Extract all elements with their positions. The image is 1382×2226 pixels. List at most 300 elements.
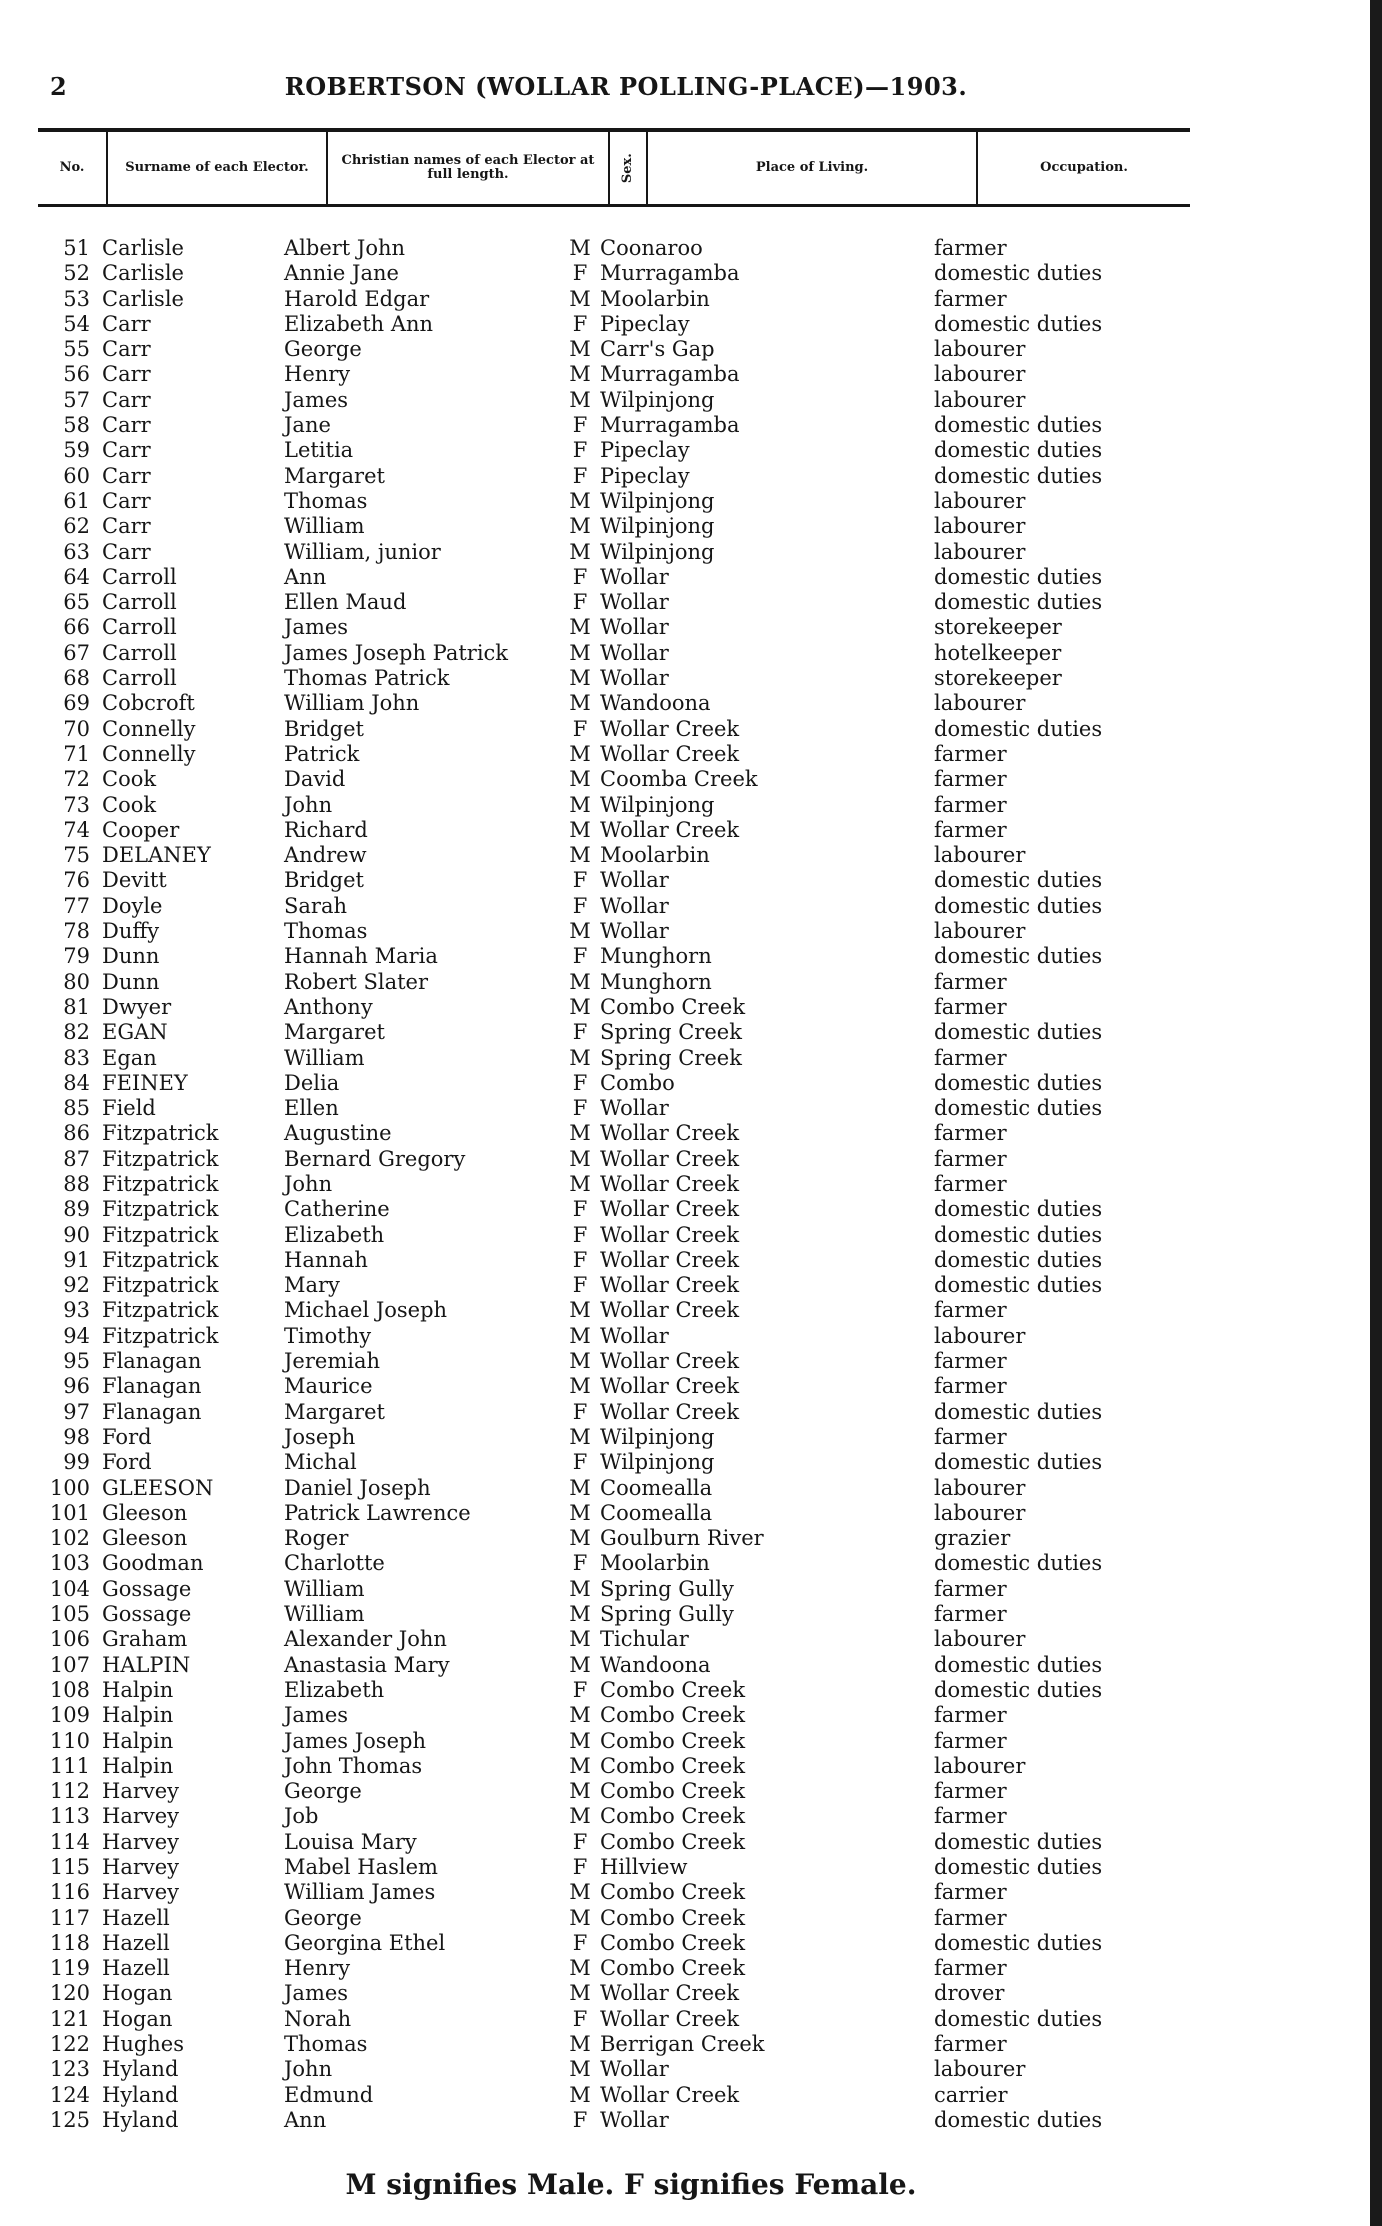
elector-sex: M bbox=[569, 337, 591, 362]
table-row bbox=[0, 1981, 1382, 2006]
elector-occupation: storekeeper bbox=[934, 666, 1062, 691]
elector-christian-names: Maurice bbox=[284, 1374, 373, 1399]
elector-surname: Fitzpatrick bbox=[102, 1273, 219, 1298]
elector-surname: Carr bbox=[102, 539, 151, 564]
elector-sex: M bbox=[569, 1323, 591, 1348]
elector-occupation: domestic duties bbox=[934, 413, 1103, 438]
elector-christian-names: John bbox=[284, 792, 333, 817]
elector-sex: M bbox=[569, 1526, 591, 1551]
elector-occupation: farmer bbox=[934, 1146, 1007, 1171]
elector-place-of-living: Wollar bbox=[600, 919, 669, 944]
elector-place-of-living: Wollar Creek bbox=[600, 2082, 740, 2107]
elector-occupation: farmer bbox=[934, 792, 1007, 817]
elector-surname: Cook bbox=[102, 792, 157, 817]
elector-sex: M bbox=[569, 1146, 591, 1171]
page-number: 2 bbox=[50, 72, 67, 101]
elector-christian-names: Bridget bbox=[284, 868, 364, 893]
table-row bbox=[0, 1425, 1382, 1450]
elector-christian-names: George bbox=[284, 1905, 362, 1930]
elector-christian-names: Ann bbox=[284, 564, 327, 589]
elector-occupation: labourer bbox=[934, 1753, 1026, 1778]
elector-sex: M bbox=[569, 994, 591, 1019]
elector-place-of-living: Wollar bbox=[600, 2057, 669, 2082]
table-row bbox=[0, 1931, 1382, 1956]
table-row bbox=[0, 1046, 1382, 1071]
elector-christian-names: Patrick bbox=[284, 741, 360, 766]
elector-christian-names: William bbox=[284, 514, 365, 539]
elector-occupation: domestic duties bbox=[934, 564, 1103, 589]
elector-place-of-living: Moolarbin bbox=[600, 1551, 710, 1576]
elector-occupation: domestic duties bbox=[934, 944, 1103, 969]
elector-christian-names: Hannah bbox=[284, 1247, 368, 1272]
elector-occupation: domestic duties bbox=[934, 1197, 1103, 1222]
elector-surname: Fitzpatrick bbox=[102, 1121, 219, 1146]
elector-number: 100 bbox=[49, 1475, 90, 1500]
elector-surname: Doyle bbox=[102, 893, 163, 918]
elector-occupation: labourer bbox=[934, 1323, 1026, 1348]
elector-number: 95 bbox=[63, 1349, 90, 1374]
elector-sex: M bbox=[569, 817, 591, 842]
elector-occupation: domestic duties bbox=[934, 893, 1103, 918]
elector-christian-names: Anthony bbox=[284, 994, 373, 1019]
elector-christian-names: John bbox=[284, 1171, 333, 1196]
elector-number: 106 bbox=[49, 1627, 90, 1652]
elector-surname: Carroll bbox=[102, 666, 177, 691]
elector-christian-names: Thomas bbox=[284, 2032, 368, 2057]
table-row bbox=[0, 1653, 1382, 1678]
elector-sex: M bbox=[569, 615, 591, 640]
elector-place-of-living: Spring Creek bbox=[600, 1045, 742, 1070]
elector-surname: Carroll bbox=[102, 564, 177, 589]
elector-occupation: storekeeper bbox=[934, 615, 1062, 640]
elector-sex: M bbox=[569, 792, 591, 817]
elector-christian-names: James bbox=[284, 1703, 349, 1728]
elector-occupation: domestic duties bbox=[934, 1829, 1103, 1854]
elector-occupation: labourer bbox=[934, 514, 1026, 539]
elector-surname: Cook bbox=[102, 767, 157, 792]
elector-surname: Carr bbox=[102, 387, 151, 412]
table-row bbox=[0, 1830, 1382, 1855]
elector-number: 54 bbox=[63, 311, 90, 336]
elector-occupation: farmer bbox=[934, 1171, 1007, 1196]
elector-number: 108 bbox=[49, 1677, 90, 1702]
elector-sex: F bbox=[572, 261, 588, 286]
elector-number: 56 bbox=[63, 362, 90, 387]
table-row bbox=[0, 1450, 1382, 1475]
elector-sex: F bbox=[572, 1829, 588, 1854]
elector-number: 87 bbox=[63, 1146, 90, 1171]
table-row bbox=[0, 388, 1382, 413]
elector-occupation: domestic duties bbox=[934, 438, 1103, 463]
elector-sex: F bbox=[572, 1677, 588, 1702]
elector-surname: Devitt bbox=[102, 868, 167, 893]
elector-number: 65 bbox=[63, 590, 90, 615]
table-row bbox=[0, 1804, 1382, 1829]
elector-place-of-living: Murragamba bbox=[600, 413, 740, 438]
elector-christian-names: Ellen Maud bbox=[284, 590, 407, 615]
table-row bbox=[0, 1602, 1382, 1627]
table-row bbox=[0, 438, 1382, 463]
elector-sex: F bbox=[572, 1096, 588, 1121]
table-row bbox=[0, 1400, 1382, 1425]
elector-christian-names: James Joseph Patrick bbox=[284, 640, 509, 665]
elector-surname: Hazell bbox=[102, 1930, 170, 1955]
table-row bbox=[0, 1729, 1382, 1754]
elector-place-of-living: Wilpinjong bbox=[600, 514, 715, 539]
elector-christian-names: Job bbox=[284, 1804, 319, 1829]
elector-surname: Fitzpatrick bbox=[102, 1197, 219, 1222]
table-row bbox=[0, 1298, 1382, 1323]
elector-sex: M bbox=[569, 691, 591, 716]
table-row bbox=[0, 362, 1382, 387]
elector-occupation: domestic duties bbox=[934, 2006, 1103, 2031]
elector-sex: M bbox=[569, 1171, 591, 1196]
elector-surname: Fitzpatrick bbox=[102, 1247, 219, 1272]
elector-number: 94 bbox=[63, 1323, 90, 1348]
elector-surname: DELANEY bbox=[102, 843, 211, 868]
elector-christian-names: Elizabeth bbox=[284, 1222, 385, 1247]
table-row bbox=[0, 1324, 1382, 1349]
electors-list bbox=[0, 236, 1382, 2133]
elector-number: 98 bbox=[63, 1424, 90, 1449]
elector-sex: F bbox=[572, 1247, 588, 1272]
elector-christian-names: David bbox=[284, 767, 346, 792]
elector-sex: F bbox=[572, 1450, 588, 1475]
elector-occupation: domestic duties bbox=[934, 1551, 1103, 1576]
elector-surname: Gossage bbox=[102, 1576, 192, 1601]
elector-sex: M bbox=[569, 1728, 591, 1753]
elector-occupation: domestic duties bbox=[934, 1399, 1103, 1424]
elector-number: 96 bbox=[63, 1374, 90, 1399]
elector-sex: F bbox=[572, 1070, 588, 1095]
elector-place-of-living: Wollar bbox=[600, 640, 669, 665]
elector-number: 114 bbox=[49, 1829, 90, 1854]
elector-place-of-living: Wilpinjong bbox=[600, 792, 715, 817]
elector-sex: F bbox=[572, 1197, 588, 1222]
table-row bbox=[0, 1855, 1382, 1880]
elector-surname: Dunn bbox=[102, 969, 160, 994]
elector-place-of-living: Combo Creek bbox=[600, 1829, 746, 1854]
table-row bbox=[0, 818, 1382, 843]
elector-christian-names: William John bbox=[284, 691, 420, 716]
elector-sex: M bbox=[569, 1576, 591, 1601]
table-row bbox=[0, 1501, 1382, 1526]
elector-place-of-living: Combo Creek bbox=[600, 1779, 746, 1804]
header-place-of-living: Place of Living. bbox=[646, 132, 976, 204]
elector-occupation: domestic duties bbox=[934, 1070, 1103, 1095]
elector-number: 78 bbox=[63, 919, 90, 944]
elector-christian-names: Ellen bbox=[284, 1096, 339, 1121]
elector-place-of-living: Combo Creek bbox=[600, 1677, 746, 1702]
elector-number: 93 bbox=[63, 1298, 90, 1323]
elector-surname: Fitzpatrick bbox=[102, 1222, 219, 1247]
elector-christian-names: Jane bbox=[284, 413, 331, 438]
elector-occupation: farmer bbox=[934, 1703, 1007, 1728]
elector-sex: M bbox=[569, 1121, 591, 1146]
table-row bbox=[0, 287, 1382, 312]
elector-number: 84 bbox=[63, 1070, 90, 1095]
elector-number: 75 bbox=[63, 843, 90, 868]
elector-surname: Carlisle bbox=[102, 236, 184, 260]
elector-christian-names: Mary bbox=[284, 1273, 340, 1298]
table-row bbox=[0, 995, 1382, 1020]
elector-number: 104 bbox=[49, 1576, 90, 1601]
elector-place-of-living: Wilpinjong bbox=[600, 387, 715, 412]
elector-occupation: farmer bbox=[934, 1045, 1007, 1070]
elector-sex: M bbox=[569, 514, 591, 539]
elector-surname: Harvey bbox=[102, 1804, 180, 1829]
elector-number: 52 bbox=[63, 261, 90, 286]
elector-sex: F bbox=[572, 413, 588, 438]
elector-place-of-living: Carr's Gap bbox=[600, 337, 715, 362]
elector-occupation: domestic duties bbox=[934, 1273, 1103, 1298]
elector-number: 101 bbox=[49, 1500, 90, 1525]
elector-place-of-living: Wollar Creek bbox=[600, 1247, 740, 1272]
table-row bbox=[0, 615, 1382, 640]
elector-place-of-living: Wilpinjong bbox=[600, 539, 715, 564]
elector-place-of-living: Spring Creek bbox=[600, 1020, 742, 1045]
elector-place-of-living: Moolarbin bbox=[600, 843, 710, 868]
elector-place-of-living: Hillview bbox=[600, 1855, 688, 1879]
elector-surname: Halpin bbox=[102, 1728, 174, 1753]
elector-number: 107 bbox=[49, 1652, 90, 1677]
header-sex bbox=[608, 132, 646, 204]
elector-christian-names: George bbox=[284, 337, 362, 362]
elector-sex: M bbox=[569, 919, 591, 944]
table-row bbox=[0, 1779, 1382, 1804]
elector-occupation: farmer bbox=[934, 1779, 1007, 1804]
elector-number: 121 bbox=[49, 2006, 90, 2031]
elector-occupation: farmer bbox=[934, 1880, 1007, 1905]
elector-place-of-living: Munghorn bbox=[600, 969, 712, 994]
elector-surname: Fitzpatrick bbox=[102, 1323, 219, 1348]
elector-occupation: domestic duties bbox=[934, 1247, 1103, 1272]
elector-number: 89 bbox=[63, 1197, 90, 1222]
elector-number: 82 bbox=[63, 1020, 90, 1045]
elector-place-of-living: Wollar Creek bbox=[600, 1981, 740, 2006]
elector-christian-names: James bbox=[284, 615, 349, 640]
elector-christian-names: Michael Joseph bbox=[284, 1298, 448, 1323]
elector-place-of-living: Pipeclay bbox=[600, 438, 690, 463]
elector-place-of-living: Wollar Creek bbox=[600, 817, 740, 842]
elector-surname: Carroll bbox=[102, 590, 177, 615]
elector-number: 68 bbox=[63, 666, 90, 691]
elector-sex: F bbox=[572, 1273, 588, 1298]
elector-surname: Hogan bbox=[102, 1981, 173, 2006]
table-row bbox=[0, 691, 1382, 716]
elector-occupation: labourer bbox=[934, 843, 1026, 868]
table-row bbox=[0, 1223, 1382, 1248]
elector-sex: F bbox=[572, 1855, 588, 1879]
elector-sex: M bbox=[569, 1905, 591, 1930]
table-row bbox=[0, 717, 1382, 742]
elector-place-of-living: Wollar Creek bbox=[600, 1197, 740, 1222]
header-christian-names: Christian names of each Elector at full length. bbox=[326, 132, 608, 204]
elector-sex: F bbox=[572, 564, 588, 589]
elector-place-of-living: Combo Creek bbox=[600, 1956, 746, 1981]
elector-place-of-living: Berrigan Creek bbox=[600, 2032, 765, 2057]
elector-sex: M bbox=[569, 1804, 591, 1829]
elector-occupation: labourer bbox=[934, 539, 1026, 564]
elector-surname: FEINEY bbox=[102, 1070, 188, 1095]
table-row bbox=[0, 1374, 1382, 1399]
elector-occupation: labourer bbox=[934, 1627, 1026, 1652]
elector-number: 72 bbox=[63, 767, 90, 792]
elector-occupation: farmer bbox=[934, 1424, 1007, 1449]
elector-place-of-living: Spring Gully bbox=[600, 1576, 734, 1601]
elector-christian-names: Bridget bbox=[284, 716, 364, 741]
elector-place-of-living: Wandoona bbox=[600, 691, 711, 716]
elector-christian-names: George bbox=[284, 1779, 362, 1804]
elector-sex: F bbox=[572, 944, 588, 969]
elector-surname: Carr bbox=[102, 362, 151, 387]
elector-christian-names: William bbox=[284, 1602, 365, 1627]
elector-place-of-living: Wilpinjong bbox=[600, 1424, 715, 1449]
elector-sex: F bbox=[572, 311, 588, 336]
elector-occupation: labourer bbox=[934, 337, 1026, 362]
elector-surname: Harvey bbox=[102, 1855, 180, 1879]
elector-number: 85 bbox=[63, 1096, 90, 1121]
elector-occupation: hotelkeeper bbox=[934, 640, 1062, 665]
elector-number: 77 bbox=[63, 893, 90, 918]
elector-christian-names: John bbox=[284, 2057, 333, 2082]
elector-christian-names: Catherine bbox=[284, 1197, 390, 1222]
table-row bbox=[0, 1906, 1382, 1931]
table-row bbox=[0, 1754, 1382, 1779]
table-row bbox=[0, 1248, 1382, 1273]
elector-sex: M bbox=[569, 2082, 591, 2107]
page-title: ROBERTSON (WOLLAR POLLING-PLACE)—1903. bbox=[284, 72, 968, 101]
table-row bbox=[0, 868, 1382, 893]
elector-christian-names: Alexander John bbox=[284, 1627, 447, 1652]
elector-surname: Carlisle bbox=[102, 261, 184, 286]
elector-surname: Flanagan bbox=[102, 1349, 202, 1374]
elector-christian-names: Augustine bbox=[284, 1121, 392, 1146]
table-row bbox=[0, 337, 1382, 362]
elector-sex: F bbox=[572, 868, 588, 893]
elector-surname: Connelly bbox=[102, 716, 196, 741]
elector-occupation: domestic duties bbox=[934, 311, 1103, 336]
elector-occupation: domestic duties bbox=[934, 1020, 1103, 1045]
elector-occupation: carrier bbox=[934, 2082, 1008, 2107]
header-sex-label: Sex. bbox=[619, 153, 635, 183]
elector-christian-names: Hannah Maria bbox=[284, 944, 438, 969]
elector-christian-names: Henry bbox=[284, 1956, 351, 1981]
elector-christian-names: Thomas Patrick bbox=[284, 666, 450, 691]
elector-number: 90 bbox=[63, 1222, 90, 1247]
table-row bbox=[0, 1476, 1382, 1501]
elector-place-of-living: Wollar Creek bbox=[600, 1222, 740, 1247]
elector-occupation: labourer bbox=[934, 691, 1026, 716]
table-row bbox=[0, 1627, 1382, 1652]
elector-surname: Carlisle bbox=[102, 286, 184, 311]
elector-place-of-living: Wollar Creek bbox=[600, 716, 740, 741]
elector-christian-names: Letitia bbox=[284, 438, 354, 463]
elector-sex: M bbox=[569, 1779, 591, 1804]
elector-place-of-living: Wollar Creek bbox=[600, 2006, 740, 2031]
elector-occupation: farmer bbox=[934, 1349, 1007, 1374]
elector-number: 118 bbox=[49, 1930, 90, 1955]
elector-surname: Cooper bbox=[102, 817, 180, 842]
elector-number: 74 bbox=[63, 817, 90, 842]
elector-christian-names: James bbox=[284, 387, 349, 412]
elector-occupation: farmer bbox=[934, 741, 1007, 766]
table-row bbox=[0, 767, 1382, 792]
elector-place-of-living: Wollar bbox=[600, 590, 669, 615]
table-row bbox=[0, 2083, 1382, 2108]
elector-number: 92 bbox=[63, 1273, 90, 1298]
elector-sex: F bbox=[572, 2006, 588, 2031]
elector-number: 124 bbox=[49, 2082, 90, 2107]
elector-place-of-living: Wollar bbox=[600, 868, 669, 893]
elector-occupation: labourer bbox=[934, 2057, 1026, 2082]
elector-christian-names: Margaret bbox=[284, 1020, 385, 1045]
elector-number: 60 bbox=[63, 463, 90, 488]
elector-occupation: farmer bbox=[934, 817, 1007, 842]
elector-surname: HALPIN bbox=[102, 1652, 191, 1677]
table-row bbox=[0, 1096, 1382, 1121]
elector-sex: M bbox=[569, 362, 591, 387]
elector-surname: Carroll bbox=[102, 640, 177, 665]
elector-place-of-living: Wandoona bbox=[600, 1652, 711, 1677]
elector-christian-names: Ann bbox=[284, 2107, 327, 2132]
elector-place-of-living: Wollar Creek bbox=[600, 1171, 740, 1196]
elector-sex: M bbox=[569, 640, 591, 665]
table-row bbox=[0, 894, 1382, 919]
elector-christian-names: James bbox=[284, 1981, 349, 2006]
elector-sex: M bbox=[569, 1652, 591, 1677]
elector-christian-names: Bernard Gregory bbox=[284, 1146, 466, 1171]
elector-christian-names: Sarah bbox=[284, 893, 347, 918]
elector-occupation: farmer bbox=[934, 969, 1007, 994]
elector-christian-names: Thomas bbox=[284, 488, 368, 513]
elector-number: 63 bbox=[63, 539, 90, 564]
elector-christian-names: William bbox=[284, 1045, 365, 1070]
elector-christian-names: James Joseph bbox=[284, 1728, 426, 1753]
elector-place-of-living: Wollar Creek bbox=[600, 1273, 740, 1298]
elector-place-of-living: Combo Creek bbox=[600, 1753, 746, 1778]
elector-occupation: domestic duties bbox=[934, 1855, 1103, 1879]
elector-christian-names: Roger bbox=[284, 1526, 349, 1551]
elector-sex: F bbox=[572, 463, 588, 488]
elector-surname: Halpin bbox=[102, 1703, 174, 1728]
elector-place-of-living: Wollar bbox=[600, 564, 669, 589]
elector-surname: Connelly bbox=[102, 741, 196, 766]
table-row bbox=[0, 2032, 1382, 2057]
elector-christian-names: Michal bbox=[284, 1450, 357, 1475]
elector-occupation: farmer bbox=[934, 1804, 1007, 1829]
table-row bbox=[0, 1880, 1382, 1905]
elector-place-of-living: Coonaroo bbox=[600, 236, 703, 260]
elector-surname: Egan bbox=[102, 1045, 157, 1070]
table-row bbox=[0, 2007, 1382, 2032]
elector-place-of-living: Wollar Creek bbox=[600, 1121, 740, 1146]
table-row bbox=[0, 1678, 1382, 1703]
elector-occupation: labourer bbox=[934, 488, 1026, 513]
elector-number: 81 bbox=[63, 994, 90, 1019]
elector-number: 70 bbox=[63, 716, 90, 741]
table-row bbox=[0, 489, 1382, 514]
elector-occupation: labourer bbox=[934, 1500, 1026, 1525]
elector-sex: F bbox=[572, 893, 588, 918]
elector-occupation: domestic duties bbox=[934, 1096, 1103, 1121]
elector-christian-names: Norah bbox=[284, 2006, 352, 2031]
elector-christian-names: Edmund bbox=[284, 2082, 374, 2107]
elector-sex: M bbox=[569, 1602, 591, 1627]
elector-surname: Ford bbox=[102, 1450, 152, 1475]
table-row bbox=[0, 514, 1382, 539]
elector-occupation: domestic duties bbox=[934, 261, 1103, 286]
